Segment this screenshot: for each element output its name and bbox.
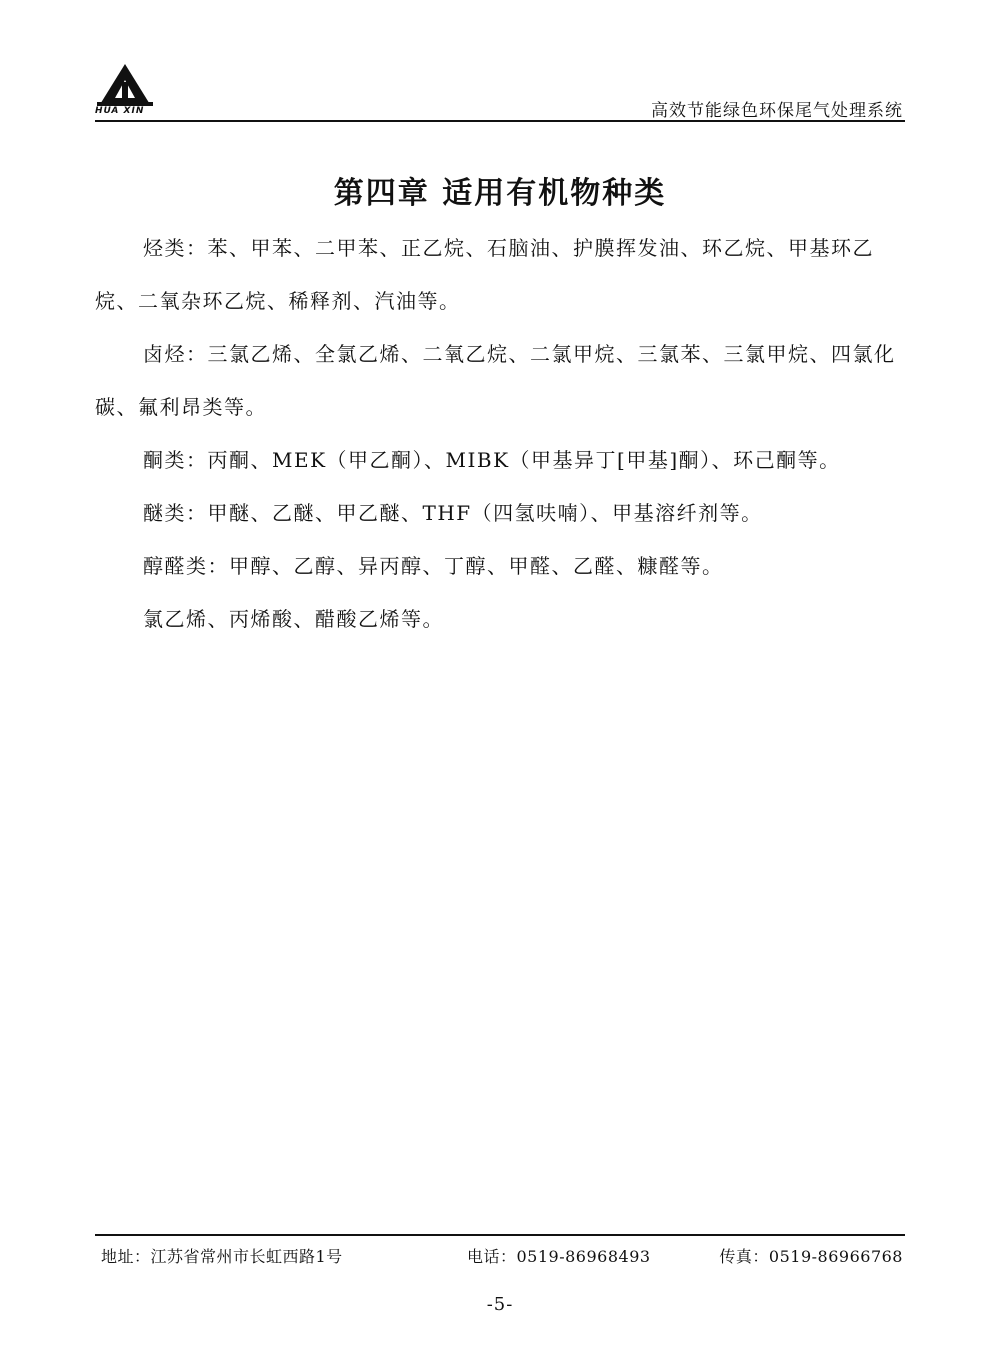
chapter-title: 第四章 适用有机物种类 <box>333 176 667 211</box>
page-number: -5- <box>486 1294 514 1315</box>
paragraph-ethers: 醚类：甲醚、乙醚、甲乙醚、THF（四氢呋喃）、甲基溶纤剂等。 <box>143 501 763 525</box>
body-content <box>95 222 907 646</box>
logo-text: HUA XIN <box>95 106 145 116</box>
paragraph-hydrocarbons: 烃类：苯、甲苯、二甲苯、正乙烷、石脑油、护膜挥发油、环乙烷、甲基环乙烷、二氧杂环乙烷、稀释剂、汽油等。 <box>95 236 874 313</box>
footer-fax: 传真：0519-86966768 <box>719 1247 903 1266</box>
footer-contact-row <box>95 1244 905 1274</box>
paragraph-alcohols-aldehydes: 醇醛类：甲醇、乙醇、异丙醇、丁醇、甲醛、乙醛、糠醛等。 <box>143 554 724 578</box>
paragraph-halogenated-hydrocarbons: 卤烃：三氯乙烯、全氯乙烯、二氧乙烷、二氯甲烷、三氯苯、三氯甲烷、四氯化碳、氟利昂类等。 <box>95 342 896 419</box>
header-divider <box>95 120 905 122</box>
paragraph-others: 氯乙烯、丙烯酸、醋酸乙烯等。 <box>143 607 444 631</box>
page-header <box>95 62 905 124</box>
paragraph-ketones: 酮类：丙酮、MEK（甲乙酮）、MIBK（甲基异丁[甲基]酮）、环己酮等。 <box>143 448 841 472</box>
footer-phone: 电话：0519-86968493 <box>467 1247 651 1266</box>
page-footer <box>95 1234 905 1274</box>
header-title: 高效节能绿色环保尾气处理系统 <box>651 101 903 121</box>
footer-address: 地址：江苏省常州市长虹西路1号 <box>101 1247 343 1266</box>
footer-divider <box>95 1234 905 1236</box>
